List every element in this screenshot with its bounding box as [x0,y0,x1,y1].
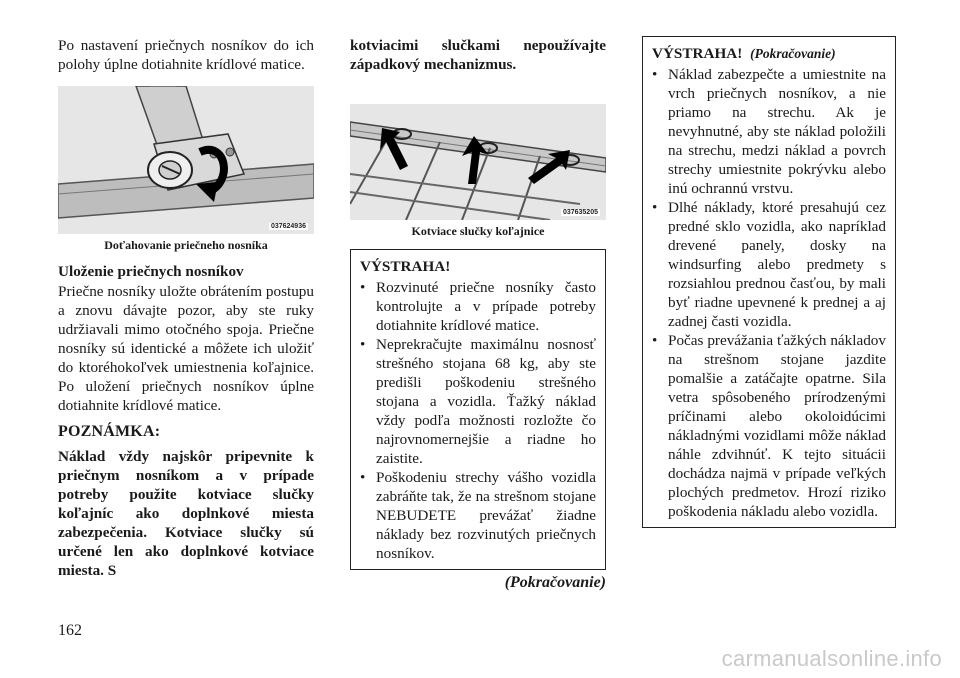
column-right [642,36,896,528]
section-heading: Uloženie priečnych nosníkov [58,263,244,280]
figure-id: 037635205 [562,209,598,216]
warning-list [360,278,596,563]
warning-item: • Poškodeniu strechy vášho vozidla zabráňte tak, že na strešnom stojane NEBUDETE prevážať žiadne náklady bez rozvinutých priečnych nosníkov. [360,468,596,563]
warning-title-text: VÝSTRAHA! [652,45,743,62]
continued-label: (Pokračovanie) [504,574,606,591]
warning-list [652,65,886,521]
section-paragraph: Priečne nosníky uložte obrátením postupu a znovu dávajte pozor, aby ste ruky udržiavali mimo otočného spoja. Priečne nosníky sú identické a môžete ich uložiť do ktoréhokoľvek umiestnenia koľajnice. Po uložení priečnych nosníkov úplne dotiahnite krídlové matice. [58,283,314,414]
figure-caption: Kotviace slučky koľajnice [411,224,545,238]
figure-caption: Doťahovanie priečneho nosníka [104,238,268,252]
watermark-text: carmanualsonline.info [721,646,942,671]
intro-paragraph: Po nastavení priečnych nosníkov do ich polohy úplne dotiahnite krídlové matice. [58,37,314,73]
warning-item: • Náklad zabezpečte a umiestnite na vrch priečnych nosníkov, a nie priamo na strechu. Ak je nevyhnutné, aby ste náklad položili na strechu, medzi náklad a povrch strechy umiestnite pokrývku alebo inú ochrannú vrstvu. [652,65,886,198]
rail-tie-down-illustration [350,104,606,220]
note-paragraph: Náklad vždy najskôr pripevnite k priečnym nosníkom a v prípade potreby použite kotviace slučky koľajníc ako doplnkové miesta zabezpečenia. Kotviace slučky sú určené len ako doplnkové kotviace miesta. S [58,448,314,579]
warning-item: • Počas prevážania ťažkých nákladov na strešnom stojane jazdite pomalšie a zatáčajte opatrne. Sila vetra spôsobeného prírodzenými príčinami alebo okoloidúcimi nákladnými vozidlami môže náklad náhle zdvihnúť. K tejto situácii dochádza najmä v prípade veľkých plochých predmetov. Hrozí riziko poškodenia nákladu alebo vozidla. [652,331,886,521]
warning-item: • Rozvinuté priečne nosníky často kontrolujte a v prípade potreby dotiahnite krídlové matice. [360,278,596,335]
warning-title-suffix: (Pokračovanie) [750,46,836,61]
warning-title [652,45,886,63]
column-left [58,36,314,580]
figure-id: 037624936 [270,223,306,230]
column-middle [350,36,606,592]
crossbar-knob-illustration [58,86,314,234]
note-heading: POZNÁMKA: [58,423,161,440]
note-continued-paragraph: kotviacimi slučkami nepoužívajte západkový mechanizmus. [350,37,606,73]
warning-item: • Dlhé náklady, ktoré presahujú cez predné sklo vozidla, ako napríklad drevené panely, dosky na windsurfing alebo predmety s rozsiahlou prednou časťou, by mali byť riadne upevnené k prednej a aj zadnej časti vozidla. [652,198,886,331]
figure-rail-tie-downs [350,104,606,220]
warning-item: • Neprekračujte maximálnu nosnosť strešného stojana 68 kg, aby ste predišli poškodeniu strešného stojana a vozidla. Ťažký náklad vždy podľa možnosti rozložte čo najrovnomernejšie a riadne ho zaistite. [360,335,596,468]
warning-box-continued [642,36,896,528]
warning-title: VÝSTRAHA! [360,258,451,275]
warning-box [350,249,606,570]
figure-crossbar-tightening [58,86,314,234]
page-number: 162 [58,622,82,639]
